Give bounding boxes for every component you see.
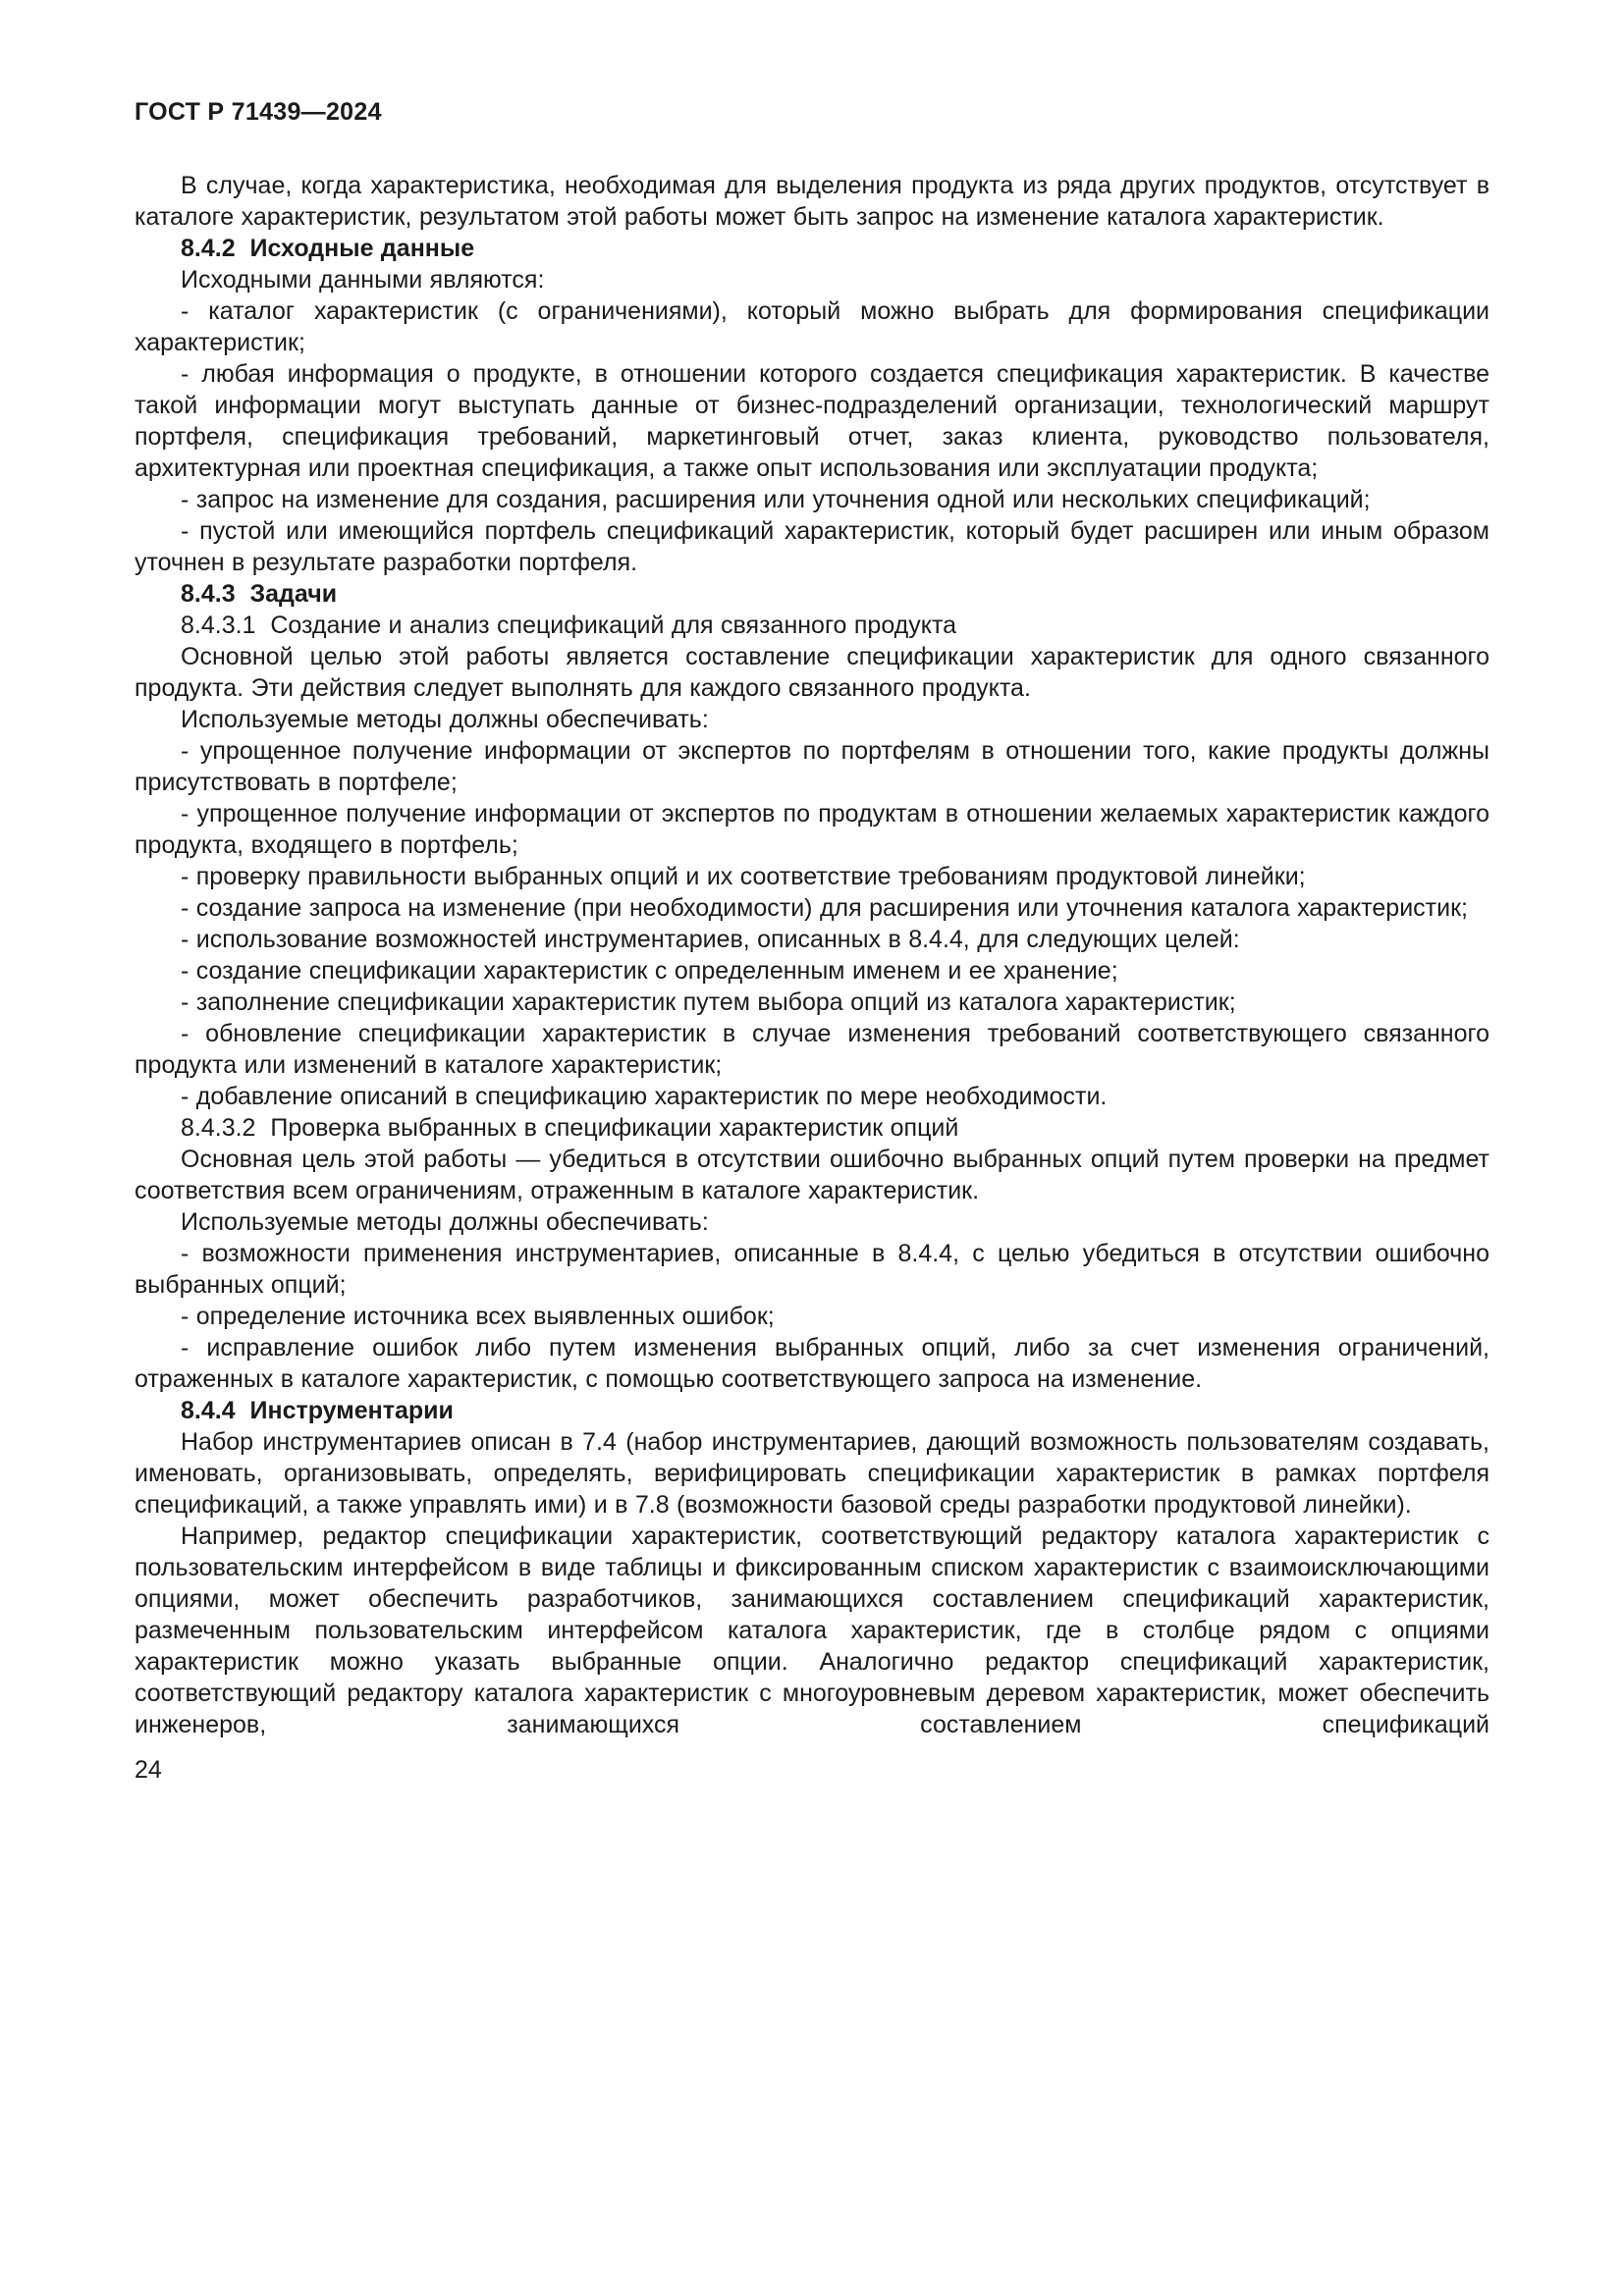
- paragraph: Основной целью этой работы является составление спецификации характеристик для одного связанного продукта. Эти действия следует выполнять для каждого связанного продукта.: [135, 643, 1489, 702]
- paragraph: В случае, когда характеристика, необходимая для выделения продукта из ряда других продуктов, отсутствует в каталоге характеристик, результатом этой работы может быть запрос на изменение каталога характеристик.: [135, 172, 1489, 231]
- paragraph: - каталог характеристик (с ограничениями), который можно выбрать для формирования спецификации характеристик;: [135, 297, 1489, 356]
- paragraph: 8.4.3.1 Создание и анализ спецификаций для связанного продукта: [181, 612, 957, 639]
- paragraph: - создание запроса на изменение (при необходимости) для расширения или уточнения каталога характеристик;: [181, 894, 1468, 922]
- document-body: [135, 170, 1489, 1740]
- paragraph: - упрощенное получение информации от экспертов по продуктам в отношении желаемых характеристик каждого продукта, входящего в портфель;: [135, 800, 1489, 859]
- paragraph: Основная цель этой работы — убедиться в отсутствии ошибочно выбранных опций путем проверки на предмет соответствия всем ограничениям, отраженным в каталоге характеристик.: [135, 1146, 1489, 1204]
- paragraph: - пустой или имеющийся портфель спецификаций характеристик, который будет расширен или иным образом уточнен в результате разработки портфеля.: [135, 517, 1489, 576]
- paragraph: Например, редактор спецификации характеристик, соответствующий редактору каталога характеристик с пользовательским интерфейсом в виде таблицы и фиксированным списком характеристик с взаимоисключающими опциями, может обеспечить разработчиков, занимающихся составлением спецификаций характеристик, размеченным пользовательским интерфейсом каталога характеристик, где в столбце рядом с опциями характеристик можно указать выбранные опции. Аналогично редактор спецификаций характеристик, соответствующий редактору каталога характеристик с многоуровневым деревом характеристик, может обеспечить инженеров, занимающихся составлением спецификаций: [135, 1522, 1489, 1738]
- paragraph: - добавление описаний в спецификацию характеристик по мере необходимости.: [181, 1083, 1108, 1110]
- paragraph: - заполнение спецификации характеристик путем выбора опций из каталога характеристик;: [181, 988, 1236, 1016]
- section-heading: 8.4.4 Инструментарии: [181, 1397, 454, 1424]
- page-number: 24: [135, 1756, 162, 1784]
- document-number: ГОСТ Р 71439—2024: [135, 98, 382, 126]
- paragraph: - упрощенное получение информации от экспертов по портфелям в отношении того, какие продукты должны присутствовать в портфеле;: [135, 737, 1489, 796]
- paragraph: - возможности применения инструментариев, описанные в 8.4.4, с целью убедиться в отсутствии ошибочно выбранных опций;: [135, 1240, 1489, 1299]
- paragraph: - проверку правильности выбранных опций и их соответствие требованиям продуктовой линейки;: [181, 863, 1306, 890]
- paragraph: - исправление ошибок либо путем изменения выбранных опций, либо за счет изменения ограничений, отраженных в каталоге характеристик, с помощью соответствующего запроса на изменение.: [135, 1334, 1489, 1393]
- paragraph: Исходными данными являются:: [181, 266, 545, 294]
- paragraph: Используемые методы должны обеспечивать:: [181, 706, 709, 733]
- paragraph: - использование возможностей инструментариев, описанных в 8.4.4, для следующих целей:: [181, 926, 1240, 953]
- paragraph: - создание спецификации характеристик с определенным именем и ее хранение;: [181, 957, 1118, 985]
- paragraph: - обновление спецификации характеристик в случае изменения требований соответствующего связанного продукта или изменений в каталоге характеристик;: [135, 1020, 1489, 1079]
- paragraph: Набор инструментариев описан в 7.4 (набор инструментариев, дающий возможность пользователям создавать, именовать, организовывать, определять, верифицировать спецификации характеристик в рамках портфеля спецификаций, а также управлять ими) и в 7.8 (возможности базовой среды разработки продуктовой линейки).: [135, 1428, 1489, 1519]
- paragraph: - запрос на изменение для создания, расширения или уточнения одной или нескольких спецификаций;: [181, 486, 1371, 513]
- paragraph: - любая информация о продукте, в отношении которого создается спецификация характеристик. В качестве такой информации могут выступать данные от бизнес-подразделений организации, технологический маршрут портфеля, спецификация требований, маркетинговый отчет, заказ клиента, руководство пользователя, архитектурная или проектная спецификация, а также опыт использования или эксплуатации продукта;: [135, 360, 1489, 482]
- paragraph: - определение источника всех выявленных ошибок;: [181, 1303, 775, 1330]
- section-heading: 8.4.3 Задачи: [181, 580, 338, 608]
- paragraph: 8.4.3.2 Проверка выбранных в спецификации характеристик опций: [181, 1114, 959, 1142]
- section-heading: 8.4.2 Исходные данные: [181, 235, 475, 262]
- paragraph: Используемые методы должны обеспечивать:: [181, 1208, 709, 1236]
